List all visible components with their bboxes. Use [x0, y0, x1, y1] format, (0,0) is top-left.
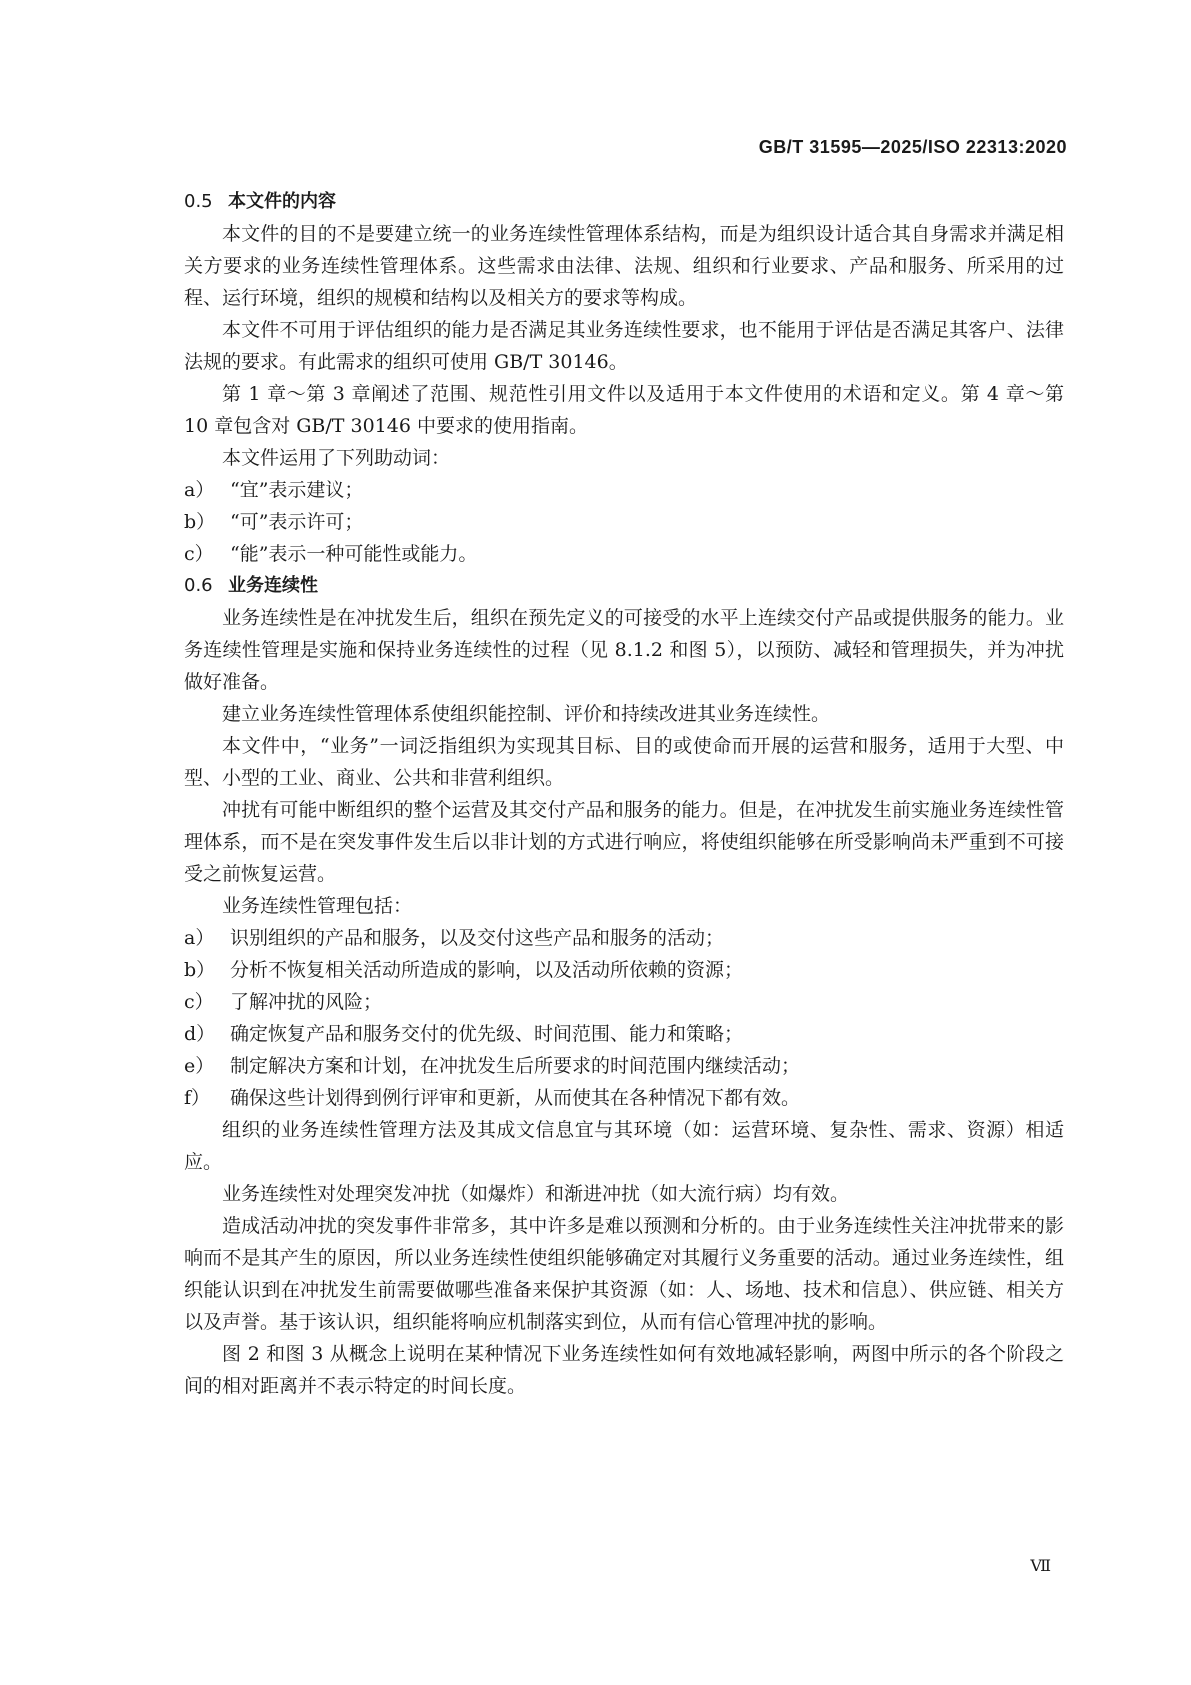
list-item-text: “宜”表示建议；	[230, 479, 364, 501]
list-item	[184, 506, 1064, 538]
list-item-label: a）	[184, 927, 215, 949]
list-item-text: “能”表示一种可能性或能力。	[230, 543, 478, 565]
paragraph: 第 1 章～第 3 章阐述了范围、规范性引用文件以及适用于本文件使用的术语和定义。第 4 章～第 10 章包含对 GB/T 30146 中要求的使用指南。	[184, 383, 1064, 437]
list-item	[184, 474, 1064, 506]
list-item-label: b）	[184, 959, 216, 981]
section-heading	[184, 570, 1064, 602]
list-item-text: 制定解决方案和计划，在冲扰发生后所要求的时间范围内继续活动；	[230, 1055, 801, 1077]
page-number: Ⅶ	[1030, 1556, 1051, 1575]
list-item-text: 了解冲扰的风险；	[230, 991, 383, 1013]
list-item	[184, 1018, 1064, 1050]
paragraph: 业务连续性对处理突发冲扰（如爆炸）和渐进冲扰（如大流行病）均有效。	[222, 1183, 850, 1205]
list-item-text: 确定恢复产品和服务交付的优先级、时间范围、能力和策略；	[230, 1023, 744, 1045]
list-item	[184, 1050, 1064, 1082]
paragraph: 业务连续性管理包括：	[222, 895, 413, 917]
paragraph: 本文件中，“业务”一词泛指组织为实现其目标、目的或使命而开展的运营和服务，适用于大型、中型、小型的工业、商业、公共和非营利组织。	[184, 735, 1064, 789]
list-item	[184, 538, 1064, 570]
section-title: 本文件的内容	[228, 191, 336, 212]
paragraph: 组织的业务连续性管理方法及其成文信息宜与其环境（如：运营环境、复杂性、需求、资源）相适应。	[184, 1119, 1064, 1173]
list-item-label: f）	[184, 1087, 211, 1109]
list-item-label: e）	[184, 1055, 215, 1077]
section-number: 0.6	[184, 575, 213, 596]
paragraph: 本文件不可用于评估组织的能力是否满足其业务连续性要求，也不能用于评估是否满足其客户、法律法规的要求。有此需求的组织可使用 GB/T 30146。	[184, 319, 1064, 373]
list-item	[184, 1082, 1064, 1114]
list-item-text: 分析不恢复相关活动所造成的影响，以及活动所依赖的资源；	[230, 959, 744, 981]
section-title: 业务连续性	[228, 575, 318, 596]
list-item-label: d）	[184, 1023, 216, 1045]
list-item	[184, 922, 1064, 954]
list-item	[184, 954, 1064, 986]
section-number: 0.5	[184, 191, 213, 212]
paragraph: 本文件运用了下列助动词：	[222, 447, 451, 469]
document-standard-number: GB/T 31595—2025/ISO 22313:2020	[758, 137, 1067, 157]
list-item-label: b）	[184, 511, 216, 533]
list-item-label: c）	[184, 991, 214, 1013]
paragraph: 本文件的目的不是要建立统一的业务连续性管理体系结构，而是为组织设计适合其自身需求并满足相关方要求的业务连续性管理体系。这些需求由法律、法规、组织和行业要求、产品和服务、所采用的过程、运行环境，组织的规模和结构以及相关方的要求等构成。	[184, 223, 1064, 309]
list-item-text: “可”表示许可；	[230, 511, 364, 533]
list-item-label: a）	[184, 479, 215, 501]
list-item-text: 识别组织的产品和服务，以及交付这些产品和服务的活动；	[230, 927, 725, 949]
list-item-text: 确保这些计划得到例行评审和更新，从而使其在各种情况下都有效。	[230, 1087, 801, 1109]
paragraph: 造成活动冲扰的突发事件非常多，其中许多是难以预测和分析的。由于业务连续性关注冲扰带来的影响而不是其产生的原因，所以业务连续性使组织能够确定对其履行义务重要的活动。通过业务连续性，组织能认识到在冲扰发生前需要做哪些准备来保护其资源（如：人、场地、技术和信息）、供应链、相关方以及声誉。基于该认识，组织能将响应机制落实到位，从而有信心管理冲扰的影响。	[184, 1215, 1064, 1333]
list-item	[184, 986, 1064, 1018]
paragraph: 冲扰有可能中断组织的整个运营及其交付产品和服务的能力。但是，在冲扰发生前实施业务连续性管理体系，而不是在突发事件发生后以非计划的方式进行响应，将使组织能够在所受影响尚未严重到不可接受之前恢复运营。	[184, 799, 1064, 885]
document-body	[184, 186, 1064, 1402]
section-heading	[184, 186, 1064, 218]
paragraph: 业务连续性是在冲扰发生后，组织在预先定义的可接受的水平上连续交付产品或提供服务的能力。业务连续性管理是实施和保持业务连续性的过程（见 8.1.2 和图 5），以预防、减轻和管理损失，并为冲扰做好准备。	[184, 607, 1064, 693]
paragraph: 建立业务连续性管理体系使组织能控制、评价和持续改进其业务连续性。	[222, 703, 831, 725]
paragraph: 图 2 和图 3 从概念上说明在某种情况下业务连续性如何有效地减轻影响，两图中所示的各个阶段之间的相对距离并不表示特定的时间长度。	[184, 1343, 1064, 1397]
list-item-label: c）	[184, 543, 214, 565]
